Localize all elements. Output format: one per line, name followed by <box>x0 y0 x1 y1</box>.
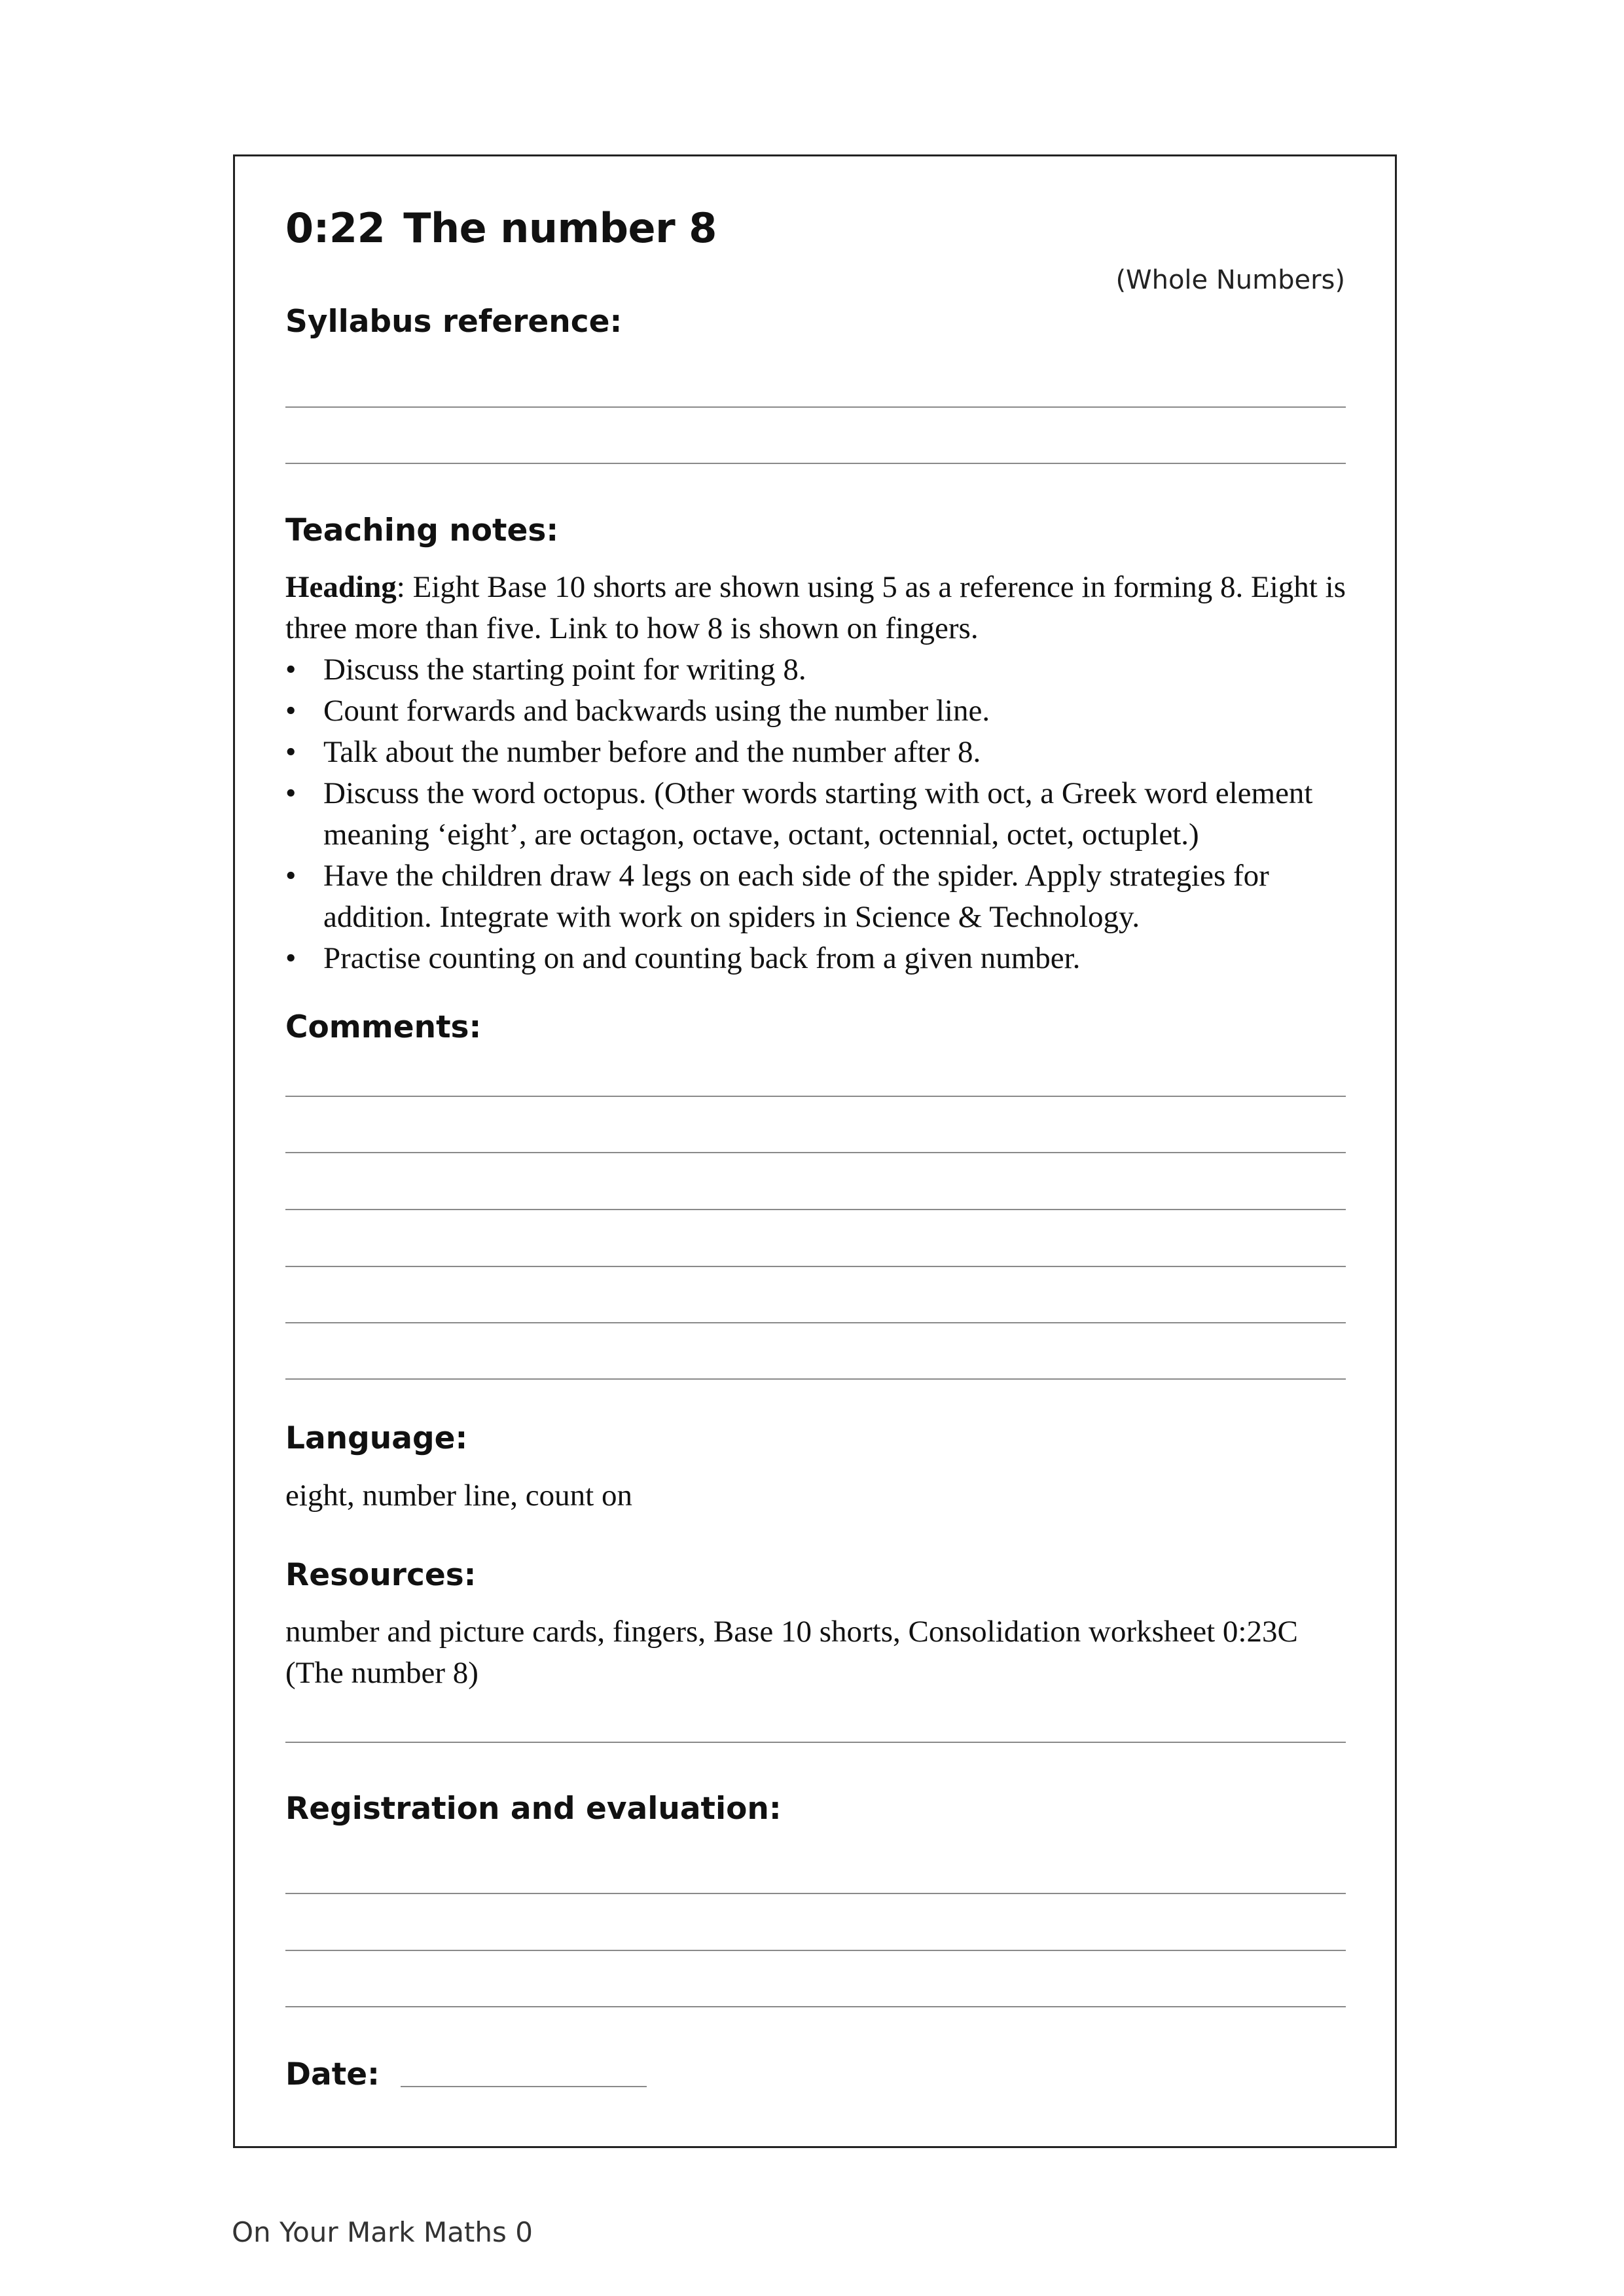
list-item-text: Have the children draw 4 legs on each side of the spider. Apply strategies for addition. Integrate with work on spiders in Science & Technology. <box>323 859 1269 934</box>
bullet-icon: • <box>285 859 297 893</box>
list-item-text: Discuss the word octopus. (Other words starting with oct, a Greek word element meaning ‘eight’, are octagon, octave, octant, octennial, octet, octuplet.) <box>323 776 1313 852</box>
comments-line-4[interactable] <box>285 1266 1346 1267</box>
syllabus-line-1[interactable] <box>285 406 1346 408</box>
lead-bold: Heading <box>285 570 397 604</box>
syllabus-line-2[interactable] <box>285 463 1346 464</box>
comments-line-6[interactable] <box>285 1378 1346 1380</box>
resources-line[interactable] <box>285 1742 1346 1743</box>
book-title-footer: On Your Mark Maths 0 <box>232 2216 533 2248</box>
lead-text: : Eight Base 10 shorts are shown using 5 as a reference in forming 8. Eight is three more than five. Link to how 8 is shown on fingers. <box>285 570 1346 645</box>
teaching-notes-list <box>285 649 1359 979</box>
list-item-text: Talk about the number before and the number after 8. <box>323 735 981 769</box>
list-item-text: Count forwards and backwards using the number line. <box>323 694 990 728</box>
syllabus-heading: Syllabus reference: <box>285 304 623 340</box>
comments-line-1[interactable] <box>285 1096 1346 1097</box>
teaching-notes-lead <box>285 567 1359 649</box>
registration-line-1[interactable] <box>285 1893 1346 1894</box>
teaching-notes-heading: Teaching notes: <box>285 512 559 548</box>
comments-line-3[interactable] <box>285 1209 1346 1210</box>
resources-heading: Resources: <box>285 1557 477 1593</box>
teaching-notes-body <box>285 567 1359 979</box>
worksheet-frame <box>233 154 1397 2148</box>
lesson-title: The number 8 <box>403 204 717 252</box>
list-item <box>285 938 1359 979</box>
comments-heading: Comments: <box>285 1009 482 1045</box>
list-item-text: Practise counting on and counting back from a given number. <box>323 941 1081 975</box>
list-item <box>285 773 1359 855</box>
bullet-icon: • <box>285 653 297 687</box>
language-text: eight, number line, count on <box>285 1479 632 1513</box>
registration-line-2[interactable] <box>285 1950 1346 1951</box>
bullet-icon: • <box>285 735 297 769</box>
bullet-icon: • <box>285 694 297 728</box>
comments-line-2[interactable] <box>285 1152 1346 1153</box>
language-heading: Language: <box>285 1420 468 1456</box>
registration-heading: Registration and evaluation: <box>285 1791 782 1827</box>
resources-text: number and picture cards, fingers, Base 10 shorts, Consolidation worksheet 0:23C (The number 8) <box>285 1615 1298 1690</box>
page-title <box>285 204 717 252</box>
comments-line-5[interactable] <box>285 1322 1346 1323</box>
list-item <box>285 732 1359 773</box>
lesson-number: 0:22 <box>285 204 386 252</box>
category-label: (Whole Numbers) <box>1115 265 1345 295</box>
list-item <box>285 855 1359 938</box>
date-heading: Date: <box>285 2056 380 2092</box>
list-item <box>285 649 1359 691</box>
list-item-text: Discuss the starting point for writing 8. <box>323 653 806 687</box>
bullet-icon: • <box>285 941 297 975</box>
registration-line-3[interactable] <box>285 2006 1346 2007</box>
list-item <box>285 691 1359 732</box>
bullet-icon: • <box>285 776 297 810</box>
date-line[interactable] <box>401 2086 647 2087</box>
